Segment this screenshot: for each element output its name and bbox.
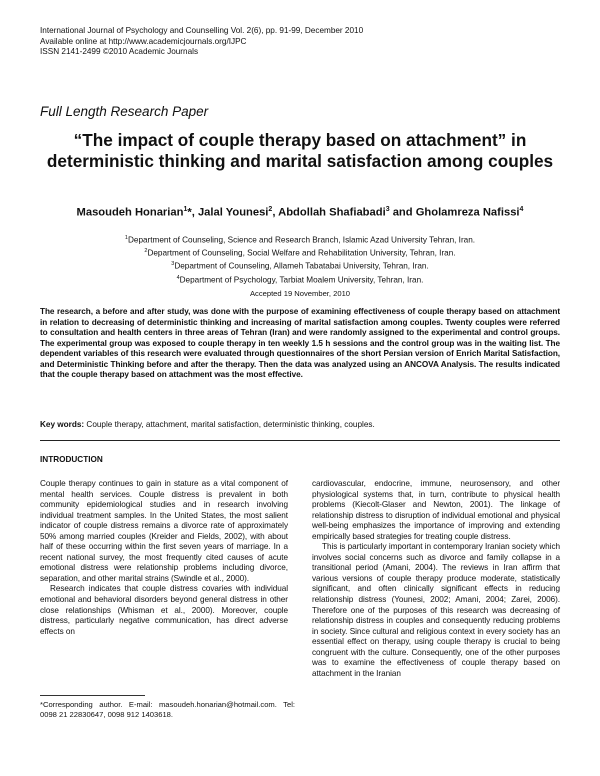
- footnote-divider: [40, 695, 145, 696]
- author-name: Gholamreza Nafissi: [415, 206, 520, 219]
- affiliation-mark: 1: [124, 235, 128, 241]
- body-paragraph: cardiovascular, endocrine, immune, neurosensory, and other physiological systems that, in turn, contribute to physical health problems (Kiecolt-Glaser and Newton, 2001). The linkage of relationship distress to disruption of individual emotional and physical well-being emphasizes the importance of improving and extending empirically based strategies for treating couple distress.: [312, 479, 560, 541]
- author-affil-mark: 3: [385, 206, 390, 213]
- left-column: [40, 479, 288, 637]
- affiliation-item: [40, 233, 560, 246]
- body-paragraph: Couple therapy continues to gain in stature as a vital component of mental health services. Couple distress is prevalent in both community epidemiological studies and in research involving individual treatment samples. In the United States, the most salient indicator of couple distress remains a divorce rate of approximately 50% among married couples (Kreider and Fields, 2002), with about half of these occurring within the first seven years of marriage. In a recent national survey, the most frequently cited causes of acute emotional distress were relationship problems including divorce, separation, and other marital strains (Swindle et al., 2000).: [40, 479, 288, 583]
- section-divider: [40, 440, 560, 441]
- section-heading: INTRODUCTION: [40, 455, 103, 464]
- corresponding-author-footnote: *Corresponding author. E-mail: masoudeh.honarian@hotmail.com. Tel: 0098 21 22830647, 0098 912 1403618.: [40, 700, 295, 720]
- paper-type-label: Full Length Research Paper: [40, 104, 209, 119]
- body-paragraph: Research indicates that couple distress covaries with individual emotional and behavioral disorders beyond general distress in other close relationships (Whisman et al., 2000). Moreover, couple distress, particularly negative communication, has direct adverse effects on: [40, 584, 288, 636]
- right-column: [312, 479, 560, 679]
- affiliation-list: [40, 233, 560, 286]
- journal-url: Available online at http://www.academicjournals.org/IJPC: [40, 36, 247, 46]
- author-name: Jalal Younesi: [197, 206, 269, 219]
- author-separator: *,: [187, 206, 198, 219]
- author-affil-mark: 4: [519, 206, 524, 213]
- body-paragraph: This is particularly important in contemporary Iranian society which involves social concerns such as divorce and family collapse in a transitional period (Amani, 2004). The reviews in Iran affirm that various versions of couple therapy produce moderate, statistically significant, and often clinically significant effects in reducing relationship distress (Younesi, 2002; Amani, 2004; Zarei, 2006). Therefore one of the purposes of this research was decreasing of relationship distress in couples and consequently reducing problems in society. Since cultural and religious context in every society has an essential effect on therapy, using couple therapy is crucial to being congruent with the culture. Consequently, one of the other purposes was to examine the effectiveness of couple therapy based on attachment in the Iranian: [312, 542, 560, 678]
- journal-citation: International Journal of Psychology and Counselling Vol. 2(6), pp. 91-99, December 2010: [40, 26, 364, 35]
- author-list: [40, 206, 560, 219]
- author-affil-mark: 2: [268, 206, 273, 213]
- accepted-date: Accepted 19 November, 2010: [249, 289, 351, 298]
- affiliation-item: [40, 246, 560, 259]
- journal-header: [40, 26, 363, 58]
- author-affil-mark: 1: [183, 206, 188, 213]
- keywords-text: Couple therapy, attachment, marital satisfaction, deterministic thinking, couples.: [84, 420, 375, 429]
- affiliation-text: Department of Counseling, Social Welfare and Rehabilitation University, Tehran, Iran.: [147, 248, 456, 258]
- abstract: The research, a before and after study, was done with the purpose of examining effectiveness of couple therapy based on attachment in relation to decreasing of deterministic thinking and increasing of marital satisfaction among couples. Twenty couples were referred to consultation and health centers in three areas of Tehran (Iran) and were randomly assigned to the experimental and control groups. The experimental group was exposed to couple therapy in ten weekly 1.5 h sessions and the control group was in the waiting list. The dependent variables of this research were evaluated through questionnaires of the short Persian version of Enrich Marital Satisfaction, and Deterministic Thinking before and after the therapy. Then the data was analyzed using an ANCOVA Analysis. The results indicated that the couple therapy based on attachment was the most effective.: [40, 307, 560, 379]
- keywords-label: Key words:: [40, 420, 85, 429]
- author-separator: ,: [272, 206, 279, 219]
- author-separator: and: [389, 206, 416, 219]
- paper-title: “The impact of couple therapy based on attachment” in deterministic thinking and marital satisfaction among couples: [46, 130, 554, 171]
- author-name: Abdollah Shafiabadi: [278, 206, 386, 219]
- author-name: Masoudeh Honarian: [76, 206, 184, 219]
- affiliation-text: Department of Counseling, Science and Research Branch, Islamic Azad University Tehran, Iran.: [127, 235, 476, 245]
- affiliation-item: [40, 259, 560, 272]
- affiliation-item: [40, 273, 560, 286]
- affiliation-text: Department of Psychology, Tarbiat Moalem University, Tehran, Iran.: [179, 275, 424, 285]
- journal-issn: ISSN 2141-2499 ©2010 Academic Journals: [40, 47, 199, 57]
- affiliation-text: Department of Counseling, Allameh Tabatabai University, Tehran, Iran.: [174, 262, 429, 272]
- affiliation-mark: 2: [144, 248, 148, 255]
- keywords: [40, 420, 375, 429]
- affiliation-mark: 3: [171, 261, 175, 268]
- affiliation-mark: 4: [176, 274, 180, 281]
